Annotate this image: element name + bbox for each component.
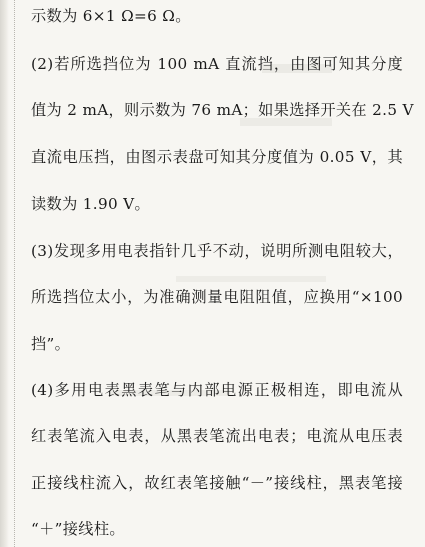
text-line-9: (4)多用电表黑表笔与内部电源正极相连，即电流从	[31, 381, 403, 399]
text-line-11: 正接线柱流入，故红表笔接触“－”接线柱，黑表笔接	[31, 474, 403, 492]
text-line-7: 所选挡位太小，为准确测量电阻阻值，应换用“×100	[31, 288, 403, 306]
text-line-2: (2)若所选挡位为 100 mA 直流挡，由图可知其分度	[31, 55, 403, 73]
text-line-3: 值为 2 mA，则示数为 76 mA；如果选择开关在 2.5 V	[31, 101, 414, 119]
text-line-4: 直流电压挡，由图示表盘可知其分度值为 0.05 V，其	[31, 148, 403, 166]
margin-dotted-rule	[14, 0, 15, 547]
text-line-10: 红表笔流入电表，从黑表笔流出电表；电流从电压表	[31, 427, 403, 445]
scan-edge-shadow	[0, 0, 9, 547]
text-line-1: 示数为 6×1 Ω=6 Ω。	[31, 7, 191, 25]
bleed-through-mark	[176, 276, 326, 282]
text-line-12: “＋”接线柱。	[31, 520, 125, 538]
text-line-6: (3)发现多用电表指针几乎不动，说明所测电阻较大，	[31, 242, 403, 260]
text-line-5: 读数为 1.90 V。	[31, 195, 151, 213]
text-line-8: 挡”。	[31, 335, 71, 353]
